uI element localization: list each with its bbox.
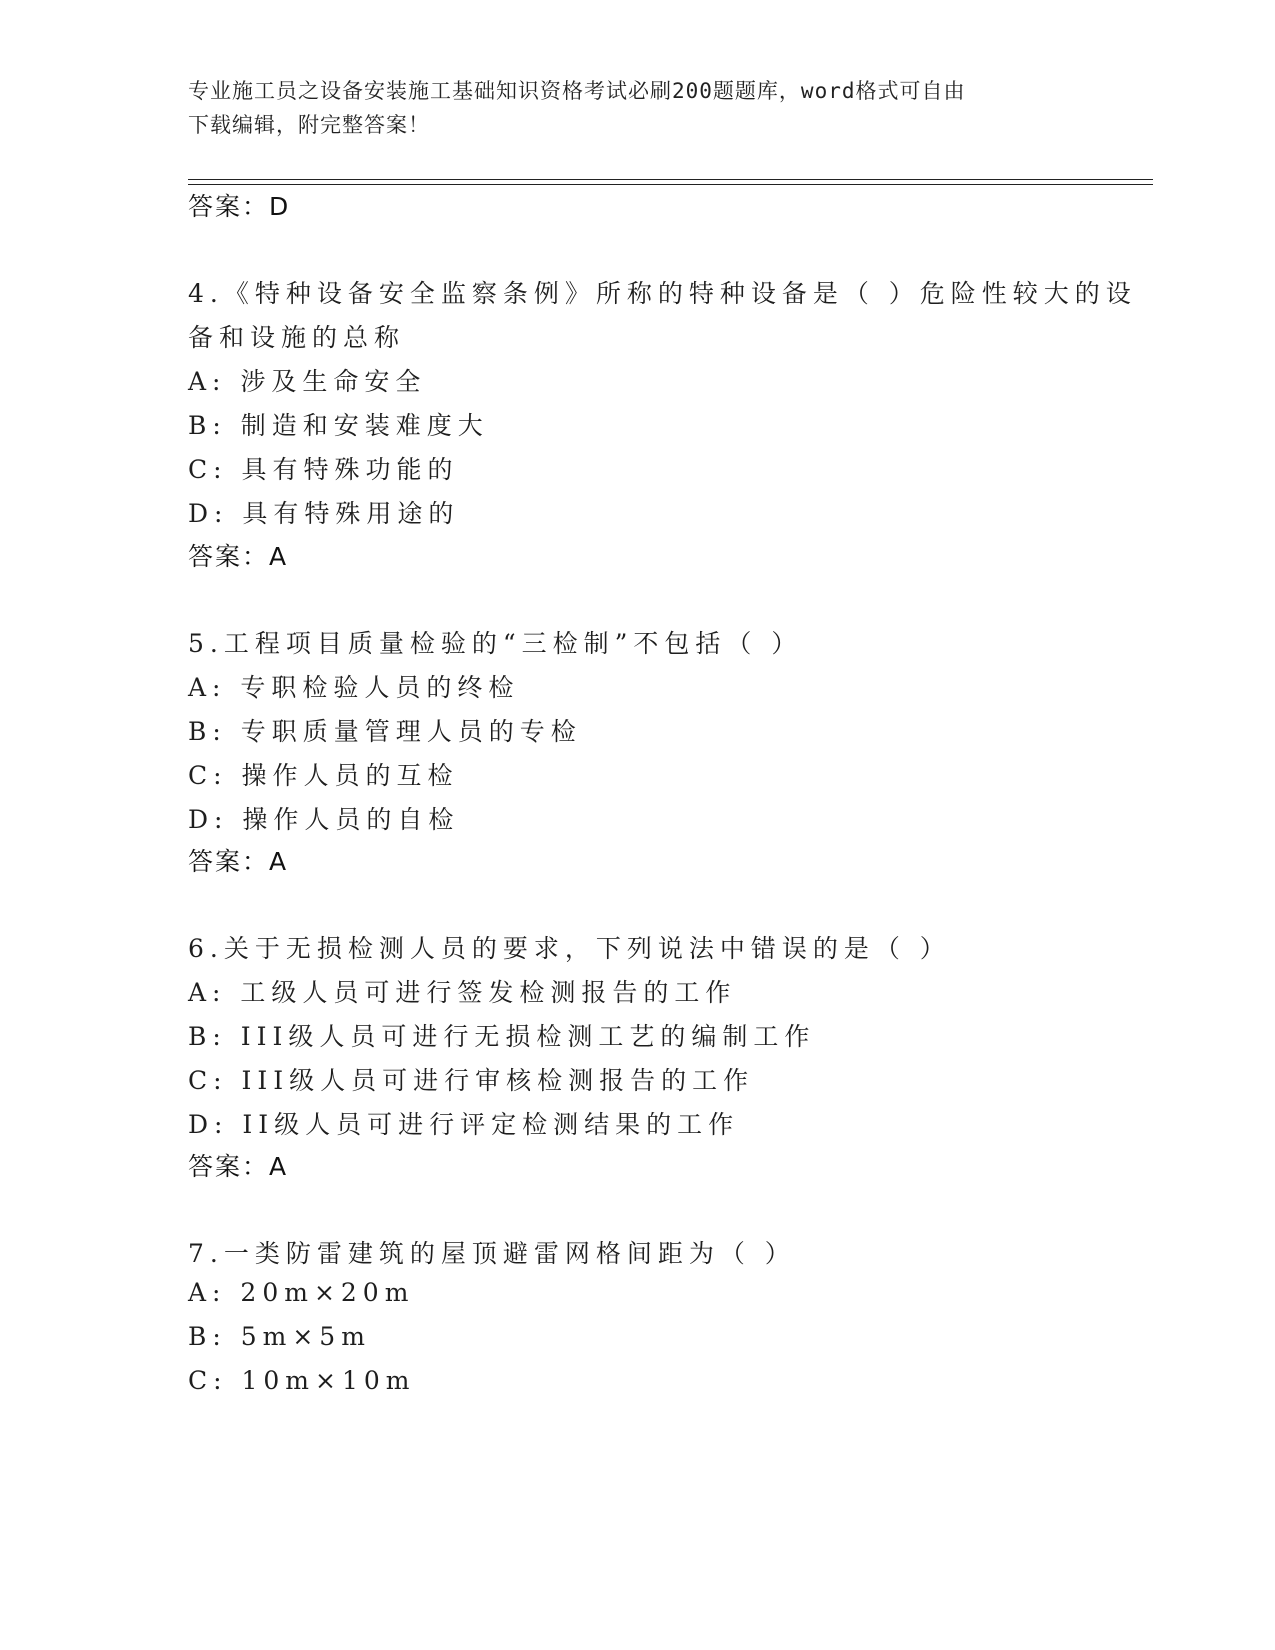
header-divider-bottom [188, 184, 1153, 185]
question-5-stem: 5.工程项目质量检验的“三检制”不包括（ ） [188, 629, 803, 658]
question-5-option-a: A: 专职检验人员的终检 [188, 673, 520, 702]
question-6-option-c: C: III级人员可进行审核检测报告的工作 [188, 1066, 755, 1095]
answer-q5: 答案：A [188, 847, 289, 876]
answer-q3: 答案：D [188, 192, 291, 221]
header-line-2: 下载编辑，附完整答案！ [188, 113, 430, 137]
question-4-option-a: A: 涉及生命安全 [188, 367, 427, 396]
question-7-option-c: C: 10m×10m [188, 1366, 416, 1395]
question-4-option-c: C: 具有特殊功能的 [188, 455, 459, 484]
question-4-stem-line-2: 备和设施的总称 [188, 323, 406, 352]
question-6-option-b: B: III级人员可进行无损检测工艺的编制工作 [188, 1022, 816, 1051]
question-6-option-d: D: II级人员可进行评定检测结果的工作 [188, 1110, 740, 1139]
question-6-stem: 6.关于无损检测人员的要求，下列说法中错误的是（ ） [188, 934, 951, 963]
question-6-option-a: A: 工级人员可进行签发检测报告的工作 [188, 978, 737, 1007]
question-5-option-c: C: 操作人员的互检 [188, 761, 459, 790]
answer-q4: 答案：A [188, 542, 289, 571]
question-5-option-d: D: 操作人员的自检 [188, 805, 460, 834]
document-header [188, 74, 1088, 142]
question-4-option-b: B: 制造和安装难度大 [188, 411, 489, 440]
header-line-1: 专业施工员之设备安装施工基础知识资格考试必刷200题题库，word格式可自由 [188, 79, 966, 103]
question-7-option-a: A: 20m×20m [188, 1278, 415, 1307]
header-divider-top [188, 179, 1153, 180]
question-4-option-d: D: 具有特殊用途的 [188, 499, 460, 528]
question-7-stem: 7.一类防雷建筑的屋顶避雷网格间距为（ ） [188, 1239, 796, 1268]
question-7-option-b: B: 5m×5m [188, 1322, 371, 1351]
question-5-option-b: B: 专职质量管理人员的专检 [188, 717, 582, 746]
answer-q6: 答案：A [188, 1152, 289, 1181]
question-4-stem-line-1: 4.《特种设备安全监察条例》所称的特种设备是（ ）危险性较大的设 [188, 279, 1137, 308]
